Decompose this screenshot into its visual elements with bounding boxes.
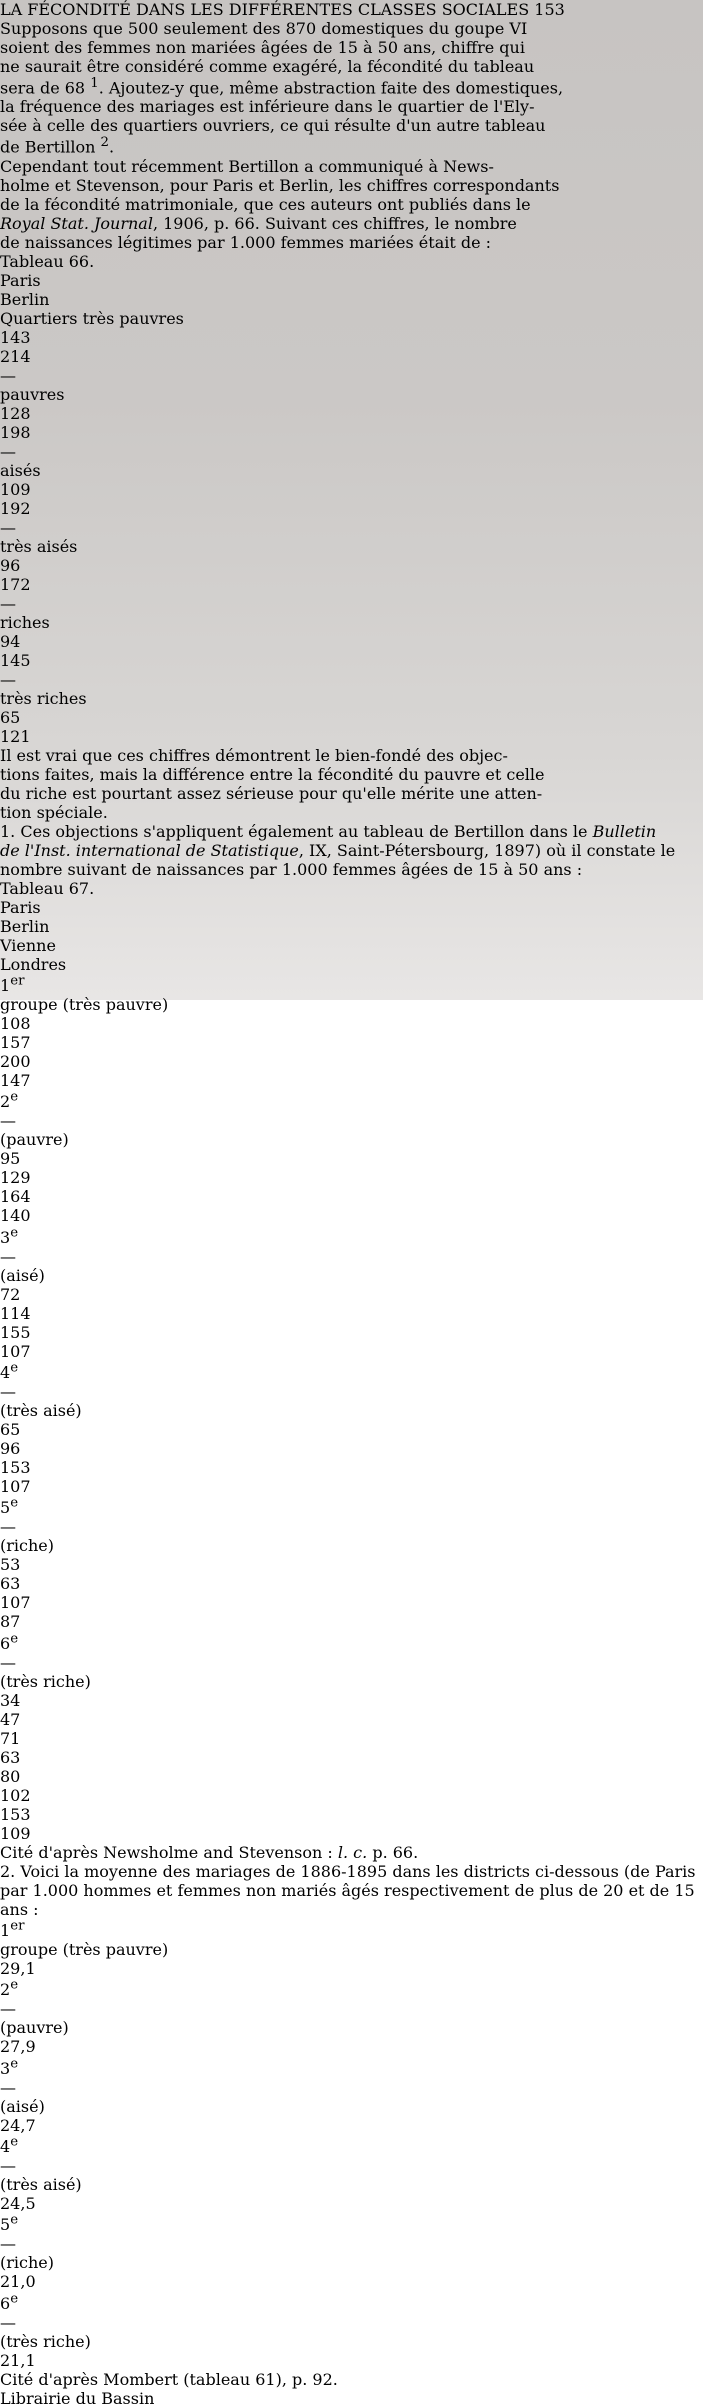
table-cell: 71 [0,1728,21,1748]
footnote-2-source: Cité d'après Mombert (tableau 61), p. 92. [0,2369,338,2389]
text-line [0,841,703,860]
footnote-table-row [0,2135,703,2213]
italic-text: Royal Stat. Journal [0,213,153,233]
table-cell: 95 [0,1149,21,1169]
text-run: nombre suivant de naissances par 1.000 femmes âgées de 15 à 50 ans : [0,859,583,879]
totals-row [0,1767,703,1843]
text-line [0,57,703,76]
table-cell: 155 [0,1322,31,1342]
ditto-dash: — [0,2312,16,2332]
row-number [0,974,703,995]
column-header [0,290,703,309]
table-cell: 29,1 [0,1958,36,1978]
ordinal-suffix: e [10,1631,19,1647]
row-ordinal: 4e [0,1360,19,1382]
table-cell: 214 [0,346,31,366]
row-number [0,1090,703,1111]
ditto-dash: — [0,1246,16,1266]
text-run: Cité d'après Newsholme and Stevenson : [0,1842,338,1862]
row-number [0,2291,703,2312]
row-number [0,1496,703,1517]
row-ordinal: 3e [0,1225,19,1247]
table-row [0,594,703,670]
ditto-dash: — [0,1517,16,1537]
column-header-label: Paris [0,270,41,290]
row-label-text: (pauvre) [0,1130,69,1150]
table-cell: 21,1 [0,2350,36,2370]
row-ordinal: 6e [0,2291,19,2313]
table-row [0,442,703,518]
ordinal-suffix: e [10,2056,19,2072]
row-ordinal: 3e [0,2056,19,2078]
row-label [0,309,703,328]
table-cell: 198 [0,422,31,442]
footnote-marker: 2 [100,135,109,151]
table-cell: 192 [0,498,31,518]
text-run: Supposons que 500 seulement des 870 domestiques du goupe VI [0,19,528,38]
row-ordinal: 5e [0,2212,19,2235]
row-label-text: aisés [0,460,41,480]
row-label [0,2253,703,2272]
row-label-text: groupe (très pauvre) [0,1939,169,1959]
ditto-dash: — [0,1999,16,2019]
text-line [0,822,703,841]
row-number [0,1361,703,1382]
row-label [0,613,703,632]
text-run: 1. Ces objections s'appliquent également au tableau de Bertillon dans le [0,821,593,841]
row-label [0,1401,703,1420]
table-cell: 200 [0,1051,31,1071]
text-run: du riche est pourtant assez sérieuse pour qu'elle mérite une atten- [0,783,543,803]
row-label [0,1672,703,1691]
column-header-label: Vienne [0,935,56,955]
total-cell: 153 [0,1804,31,1824]
text-line [0,214,703,233]
row-ordinal: 2e [0,1089,19,1112]
total-cell: 109 [0,1823,31,1843]
table-cell: 63 [0,1747,21,1767]
table-cell: 47 [0,1709,21,1729]
ordinal-suffix: e [10,1360,19,1376]
row-number [0,2135,703,2156]
footnote-2 [0,1862,703,1919]
row-number [0,1978,703,1999]
running-header [0,0,703,19]
footnote-table-row [0,2056,703,2134]
table-cell: 129 [0,1168,31,1188]
text-line [0,1881,703,1919]
row-label-text: (très riche) [0,2331,91,2351]
ordinal-suffix: er [10,973,25,989]
text-line [0,157,703,176]
row-label [0,1130,703,1149]
row-label [0,2018,703,2037]
row-label-text: très aisés [0,536,78,556]
table-cell: 27,9 [0,2037,36,2057]
row-label [0,461,703,480]
row-label-text: groupe (très pauvre) [0,994,169,1014]
table-67-source [0,1843,703,1862]
row-ordinal: 4e [0,2134,19,2156]
table-row [0,1496,703,1631]
table-66-header-row [0,271,703,309]
table-row [0,974,703,1090]
italic-text: l. c. [337,1842,368,1862]
table-cell: 109 [0,479,31,499]
table-cell: 157 [0,1032,31,1052]
table-cell: 143 [0,327,31,347]
table-cell: 63 [0,1574,21,1594]
column-header [0,955,703,974]
watermark: Librairie du Bassin [0,2388,155,2408]
column-header-label: Londres [0,954,67,974]
row-number [0,1225,703,1246]
text-run: la fréquence des mariages est inférieure dans le quartier de l'Ely- [0,97,535,117]
header-title: LA FÉCONDITÉ DANS LES DIFFÉRENTES CLASSES SOCIALES [0,0,530,19]
table-row [0,670,703,746]
footnote-table-row [0,2291,703,2369]
table-cell: 107 [0,1593,31,1613]
column-header [0,271,703,290]
table-66 [0,271,703,746]
table-cell: 147 [0,1070,31,1090]
text-run: holme et Stevenson, pour Paris et Berlin, les chiffres correspondants [0,175,560,195]
table-row [0,518,703,594]
table-cell: 164 [0,1187,31,1207]
ordinal-suffix: er [10,1918,25,1934]
ditto-dash: — [0,1111,16,1131]
row-ordinal: 1er [0,973,25,995]
text-run: de la fécondité matrimoniale, que ces auteurs ont publiés dans le [0,194,531,214]
table-cell: 108 [0,1013,31,1033]
text-line [0,76,703,97]
row-label [0,1266,703,1285]
row-label [0,2332,703,2351]
row-label-text: (pauvre) [0,2018,69,2038]
text-line [0,116,703,135]
text-run: sera de 68 [0,78,91,98]
footnote-table-row [0,1919,703,1978]
text-run: 2. Voici la moyenne des mariages de 1886-1895 dans les districts ci-dessous (de Paris [0,1861,696,1881]
row-number [0,2213,703,2234]
row-label [0,1940,703,1959]
text-run: . [108,137,115,157]
total-cell: 102 [0,1785,31,1805]
text-line [0,765,703,784]
ordinal-suffix: e [10,1225,19,1241]
text-line [0,233,703,252]
row-ordinal: 6e [0,1631,19,1653]
footnote-table-row [0,2213,703,2291]
ditto-dash: — [0,2077,16,2097]
row-ordinal: 1er [0,1918,25,1940]
ordinal-suffix: e [10,1495,19,1511]
table-cell: 96 [0,555,21,575]
row-label-text: très riches [0,688,87,708]
row-label-text: (riche) [0,2253,54,2273]
row-label-text: (très aisé) [0,1400,82,1420]
ditto-dash: — [0,1652,16,1672]
table-cell: 53 [0,1555,21,1575]
row-label-text: (très riche) [0,1671,91,1691]
ditto-dash: — [0,669,16,689]
page-number: 153 [534,0,565,19]
table-cell: 94 [0,631,21,651]
text-run: ne saurait être considéré comme exagéré, la fécondité du tableau [0,57,535,76]
ditto-dash: — [0,593,16,613]
table-cell: 72 [0,1284,21,1304]
table-cell: 65 [0,707,21,727]
table-67-header-row [0,898,703,974]
text-run: soient des femmes non mariées âgées de 15 à 50 ans, chiffre qui [0,38,525,57]
row-label [0,1536,703,1555]
text-run: Cependant tout récemment Bertillon a communiqué à News- [0,156,494,176]
text-line [0,38,703,57]
text-line [0,97,703,116]
table-row [0,1090,703,1225]
row-number [0,1919,703,1940]
row-label-text: (aisé) [0,1265,45,1285]
text-run: de naissances légitimes par 1.000 femmes mariées était de : [0,232,492,252]
column-header-label: Berlin [0,289,50,309]
text-run: par 1.000 hommes et femmes non mariés âgés respectivement de plus de 20 et de 15 ans : [0,1880,695,1919]
table-row [0,309,703,366]
ditto-dash: — [0,365,16,385]
row-label [0,2097,703,2116]
row-label [0,537,703,556]
footnote-2-table [0,1919,703,2370]
ditto-dash: — [0,2234,16,2254]
row-label-text: pauvres [0,384,65,404]
column-header [0,936,703,955]
text-run: , 1906, p. 66. Suivant ces chiffres, le nombre [152,213,517,233]
total-cell: 80 [0,1766,21,1786]
row-label-text: Quartiers très pauvres [0,308,184,328]
column-header [0,917,703,936]
row-label-text: (riche) [0,1536,54,1556]
column-header [0,898,703,917]
ditto-dash: — [0,517,16,537]
table-cell: 65 [0,1419,21,1439]
table-row [0,366,703,442]
table-cell: 153 [0,1457,31,1477]
ditto-dash: — [0,2155,16,2175]
text-line [0,19,703,38]
row-label [0,2175,703,2194]
ditto-dash: — [0,1381,16,1401]
text-line [0,1862,703,1881]
table-cell: 128 [0,403,31,423]
ditto-dash: — [0,441,16,461]
row-number [0,2056,703,2077]
table-cell: 21,0 [0,2272,36,2292]
paragraph-3 [0,746,703,822]
text-run: Il est vrai que ces chiffres démontrent le bien-fondé des objec- [0,745,508,765]
table-cell: 24,7 [0,2115,36,2135]
table-cell: 172 [0,574,31,594]
footnote-1 [0,822,703,879]
text-line [0,784,703,803]
text-run: p. 66. [367,1842,419,1862]
row-label [0,385,703,404]
text-run: sée à celle des quartiers ouvriers, ce qui résulte d'un autre tableau [0,116,546,136]
table-cell: 34 [0,1690,21,1710]
column-header-label: Paris [0,897,41,917]
text-line [0,135,703,156]
ordinal-suffix: e [10,1977,19,1993]
text-run: , IX, Saint-Pétersbourg, 1897) où il constate le [298,840,676,860]
table-cell: 107 [0,1341,31,1361]
row-label [0,995,703,1014]
row-ordinal: 2e [0,1977,19,2000]
table-cell: 96 [0,1438,21,1458]
text-line [0,176,703,195]
table-cell: 24,5 [0,2193,36,2213]
table-row [0,1225,703,1360]
row-label [0,689,703,708]
row-label-text: riches [0,612,50,632]
table-row [0,1631,703,1766]
table-cell: 107 [0,1476,31,1496]
table-cell: 140 [0,1206,31,1226]
text-run: . Ajoutez-y que, même abstraction faite des domestiques, [98,78,564,98]
text-line [0,803,703,822]
table-cell: 145 [0,650,31,670]
text-line [0,860,703,879]
row-label-text: (très aisé) [0,2174,82,2194]
text-run: tion spéciale. [0,802,108,822]
table-66-caption: Tableau 66. [0,251,95,271]
footnote-marker: 1 [90,76,99,91]
footnote-table-row [0,1978,703,2056]
ordinal-suffix: e [10,1089,19,1105]
paragraph-1 [0,19,703,157]
row-number [0,1631,703,1652]
ordinal-suffix: e [10,2291,19,2307]
column-header-label: Berlin [0,916,50,936]
text-line [0,746,703,765]
table-67-caption: Tableau 67. [0,878,95,898]
text-line [0,195,703,214]
paragraph-2 [0,157,703,252]
ordinal-suffix: e [10,2134,19,2150]
facing-page-edge [0,18,40,976]
table-67 [0,898,703,1843]
row-ordinal: 5e [0,1495,19,1518]
table-cell: 114 [0,1303,31,1323]
table-cell: 87 [0,1612,21,1632]
table-cell: 121 [0,726,31,746]
text-run: tions faites, mais la différence entre la fécondité du pauvre et celle [0,764,545,784]
row-label-text: (aisé) [0,2096,45,2116]
italic-text: Bulletin [592,821,657,841]
table-row [0,1361,703,1496]
italic-text: de l'Inst. international de Statistique [0,840,299,860]
ordinal-suffix: e [10,2212,19,2228]
text-run: de Bertillon [0,137,101,157]
